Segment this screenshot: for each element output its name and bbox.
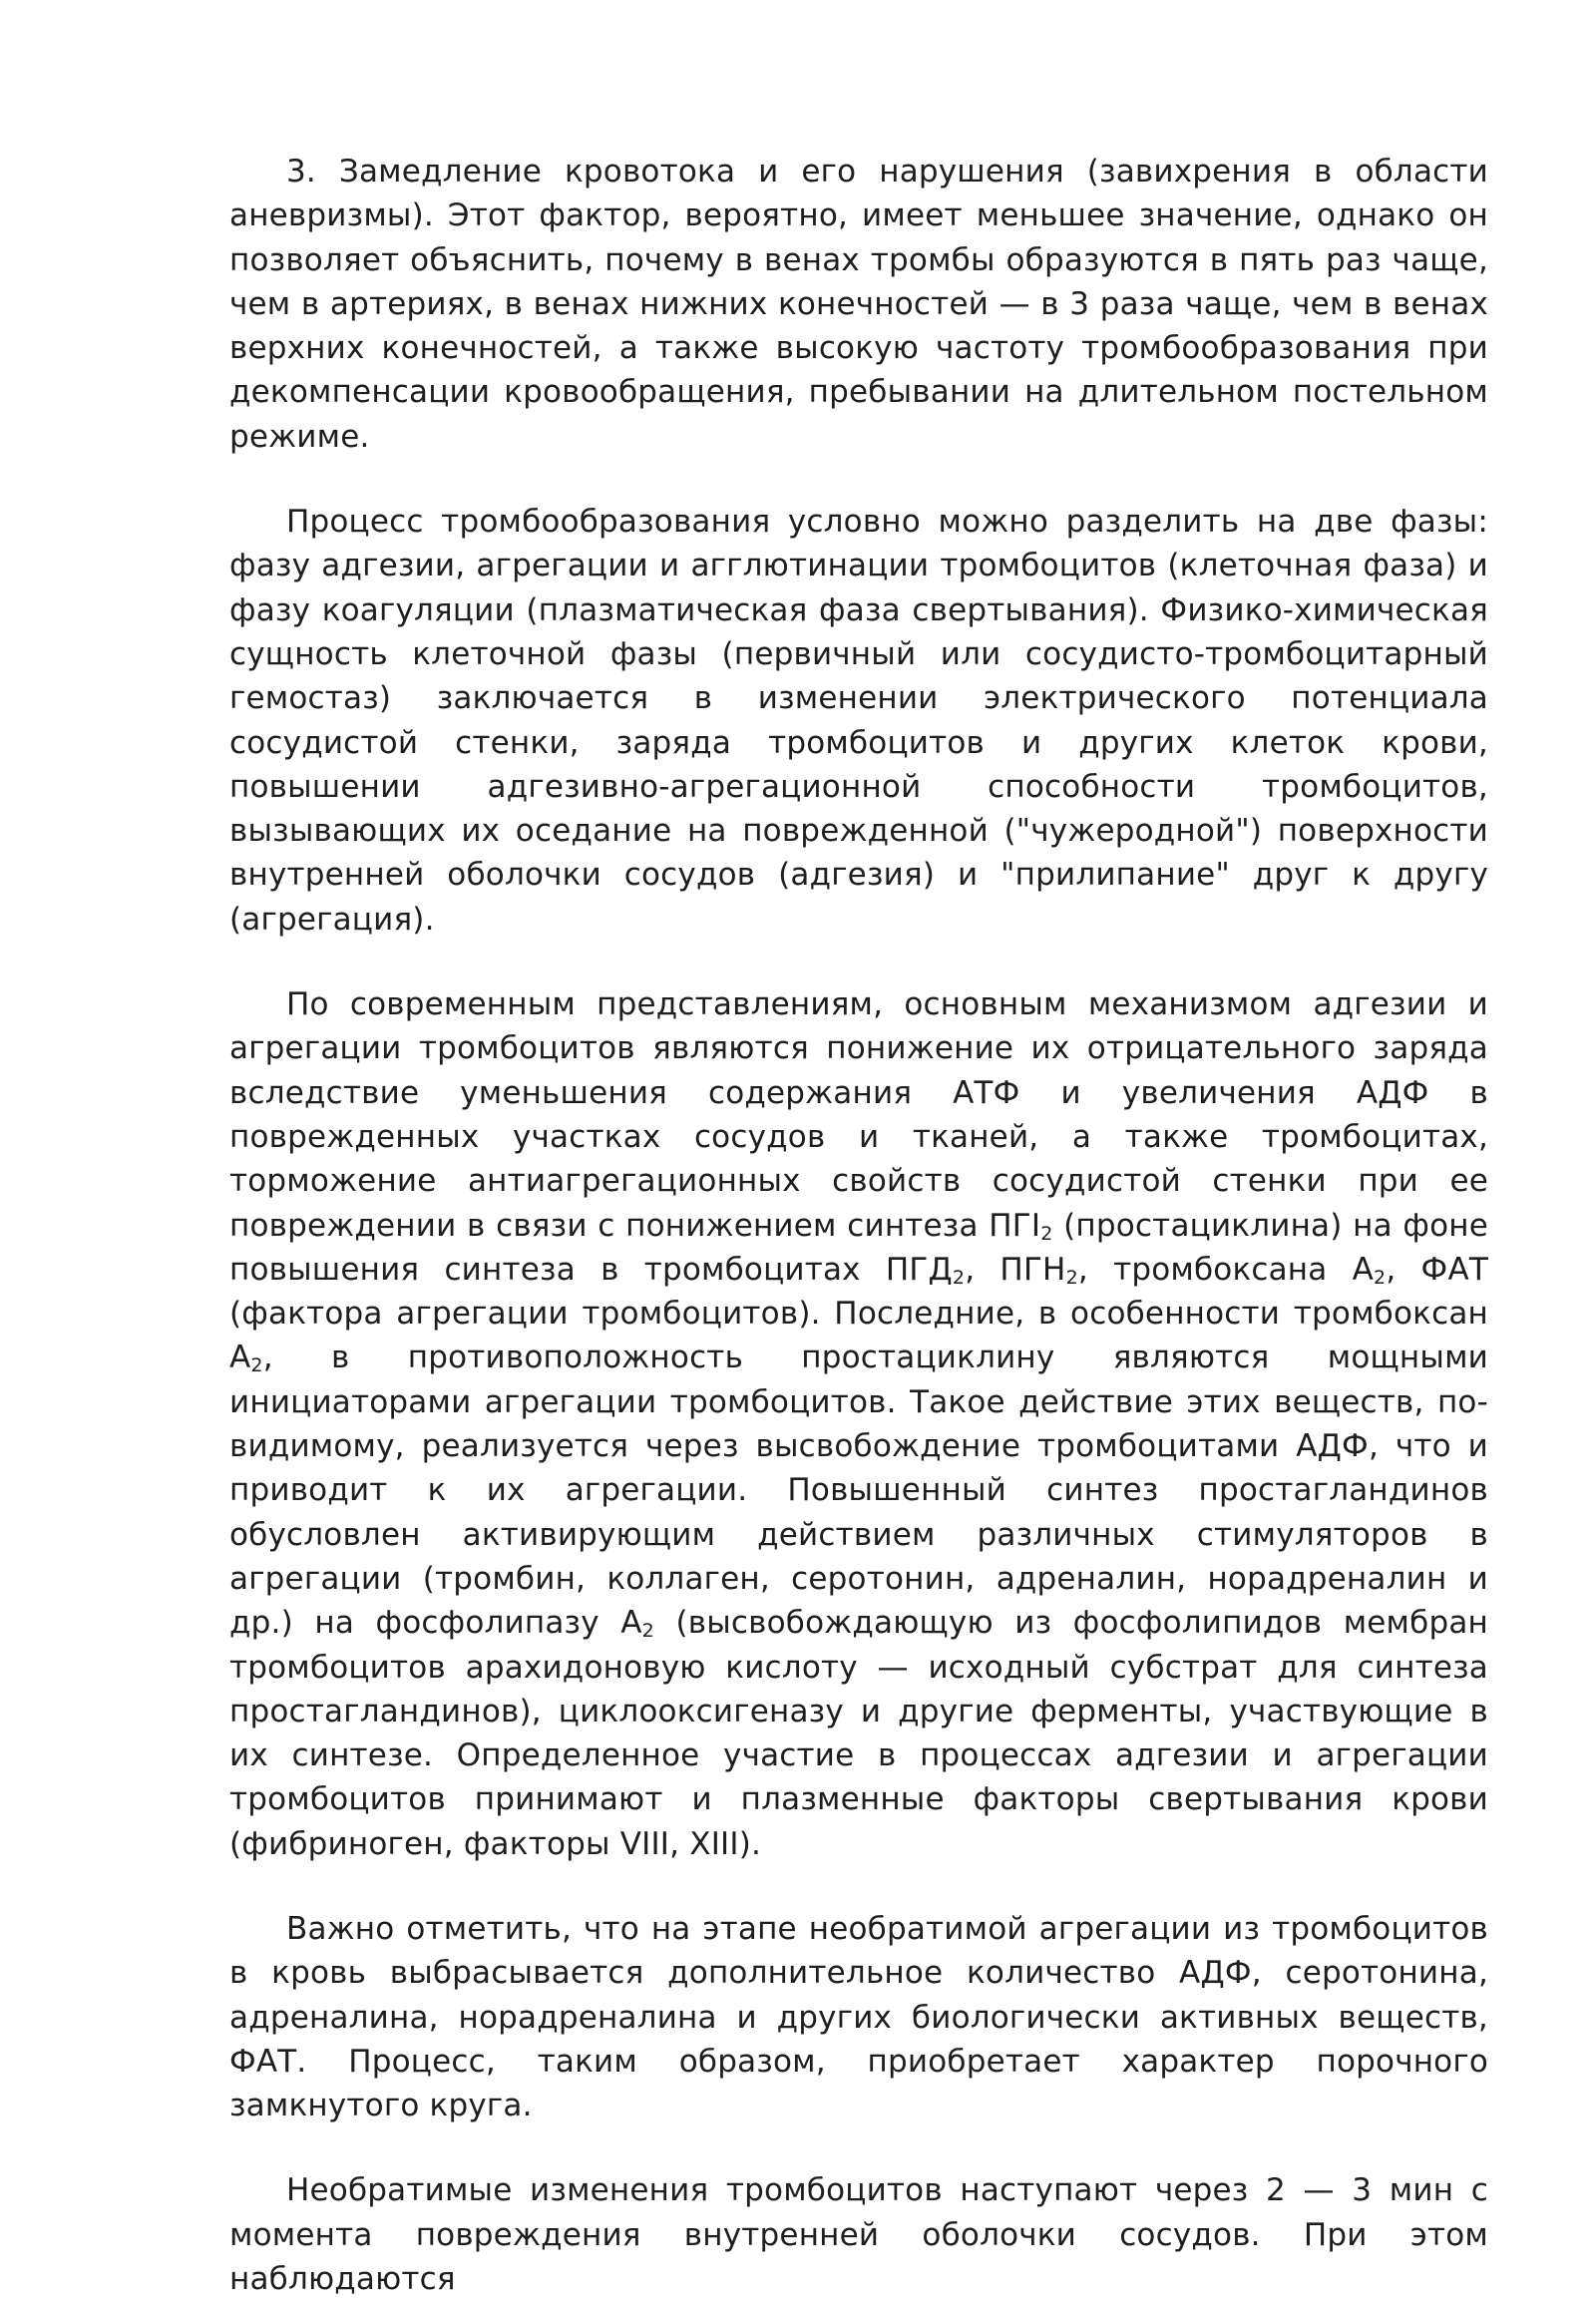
paragraph-text: (высвобождающую из фосфолипидов мембран тромбоцитов арахидоновую кислоту — исходный субстрат для синтеза простагландинов), циклооксигеназу и другие ферменты, участвующие в их синтезе. Определенное участие в процессах адгезии и агрегации тромбоцитов принимают и плазменные факторы свертывания крови (фибриноген, факторы VIII, XIII). bbox=[229, 1605, 1488, 1862]
paragraph-text: Важно отметить, что на этапе необратимой агрегации из тромбоцитов в кровь выбрасывается дополнительное количество АДФ, серотонина, адреналина, норадреналина и других биологически активных веществ, ФАТ. Процесс, таким образом, приобретает характер порочного замкнутого круга. bbox=[229, 1910, 1488, 2124]
paragraph-text: , ФАТ (фактора агрегации тромбоцитов). Последние, в особенности тромбоксан А bbox=[229, 1251, 1488, 1376]
paragraph-blood-flow-slowing bbox=[229, 150, 1488, 459]
paragraph-text: 3. Замедление кровотока и его нарушения (завихрения в области аневризмы). Этот фактор, вероятно, имеет меньшее значение, однако он позволяет объяснить, почему в венах тромбы образуются в пять раз чаще, чем в артериях, в венах нижних конечностей — в 3 раза чаще, чем в венах верхних конечностей, а также высокую частоту тромбообразования при декомпенсации кровообращения, пребывании на длительном постельном режиме. bbox=[229, 154, 1488, 455]
paragraph-text: (простациклина) на фоне повышения синтеза в тромбоцитах ПГД bbox=[229, 1207, 1488, 1288]
subscript: 2 bbox=[1374, 1266, 1387, 1289]
paragraph-text: По современным представлениям, основным механизмом адгезии и агрегации тромбоцитов являются понижение их отрицательного заряда вследствие уменьшения содержания АТФ и увеличения АДФ в поврежденных участках сосудов и тканей, а также тромбоцитах, торможение антиагрегационных свойств сосудистой стенки при ее повреждении в связи с понижением синтеза ПГI bbox=[229, 986, 1488, 1244]
paragraph-adhesion-aggregation-mechanism bbox=[229, 982, 1488, 1866]
subscript: 2 bbox=[1065, 1266, 1078, 1289]
paragraph-irreversible-aggregation bbox=[229, 1907, 1488, 2127]
paragraph-text: Необратимые изменения тромбоцитов наступают через 2 — 3 мин с момента повреждения внутренней оболочки сосудов. При этом наблюдаются bbox=[229, 2172, 1488, 2298]
paragraph-text: , ПГН bbox=[965, 1251, 1066, 1288]
document-body bbox=[229, 150, 1488, 2301]
subscript: 2 bbox=[250, 1354, 263, 1377]
paragraph-text: , в противоположность простациклину являются мощными инициаторами агрегации тромбоцитов. Такое действие этих веществ, по-видимому, реализуется через высвобождение тромбоцитами АДФ, что и приводит к их агрегации. Повышенный синтез простагландинов обусловлен активирующим действием различных стимуляторов в агрегации (тромбин, коллаген, серотонин, адреналин, норадреналин и др.) на фосфолипазу А bbox=[229, 1340, 1488, 1642]
subscript: 2 bbox=[952, 1266, 966, 1289]
paragraph-text: Процесс тромбообразования условно можно разделить на две фазы: фазу адгезии, агрегации и агглютинации тромбоцитов (клеточная фаза) и фазу коагуляции (плазматическая фаза свертывания). Физико-химическая сущность клеточной фазы (первичный или сосудисто-тромбоцитарный гемостаз) заключается в изменении электрического потенциала сосудистой стенки, заряда тромбоцитов и других клеток крови, повышении адгезивно-агрегационной способности тромбоцитов, вызывающих их оседание на поврежденной ("чужеродной") поверхности внутренней оболочки сосудов (адгезия) и "прилипание" друг к другу (агрегация). bbox=[229, 504, 1488, 938]
subscript: 2 bbox=[1040, 1222, 1053, 1245]
subscript: 2 bbox=[641, 1620, 654, 1643]
paragraph-text: , тромбоксана А bbox=[1077, 1251, 1375, 1288]
paragraph-irreversible-changes bbox=[229, 2168, 1488, 2301]
paragraph-thrombus-formation-phases bbox=[229, 500, 1488, 942]
